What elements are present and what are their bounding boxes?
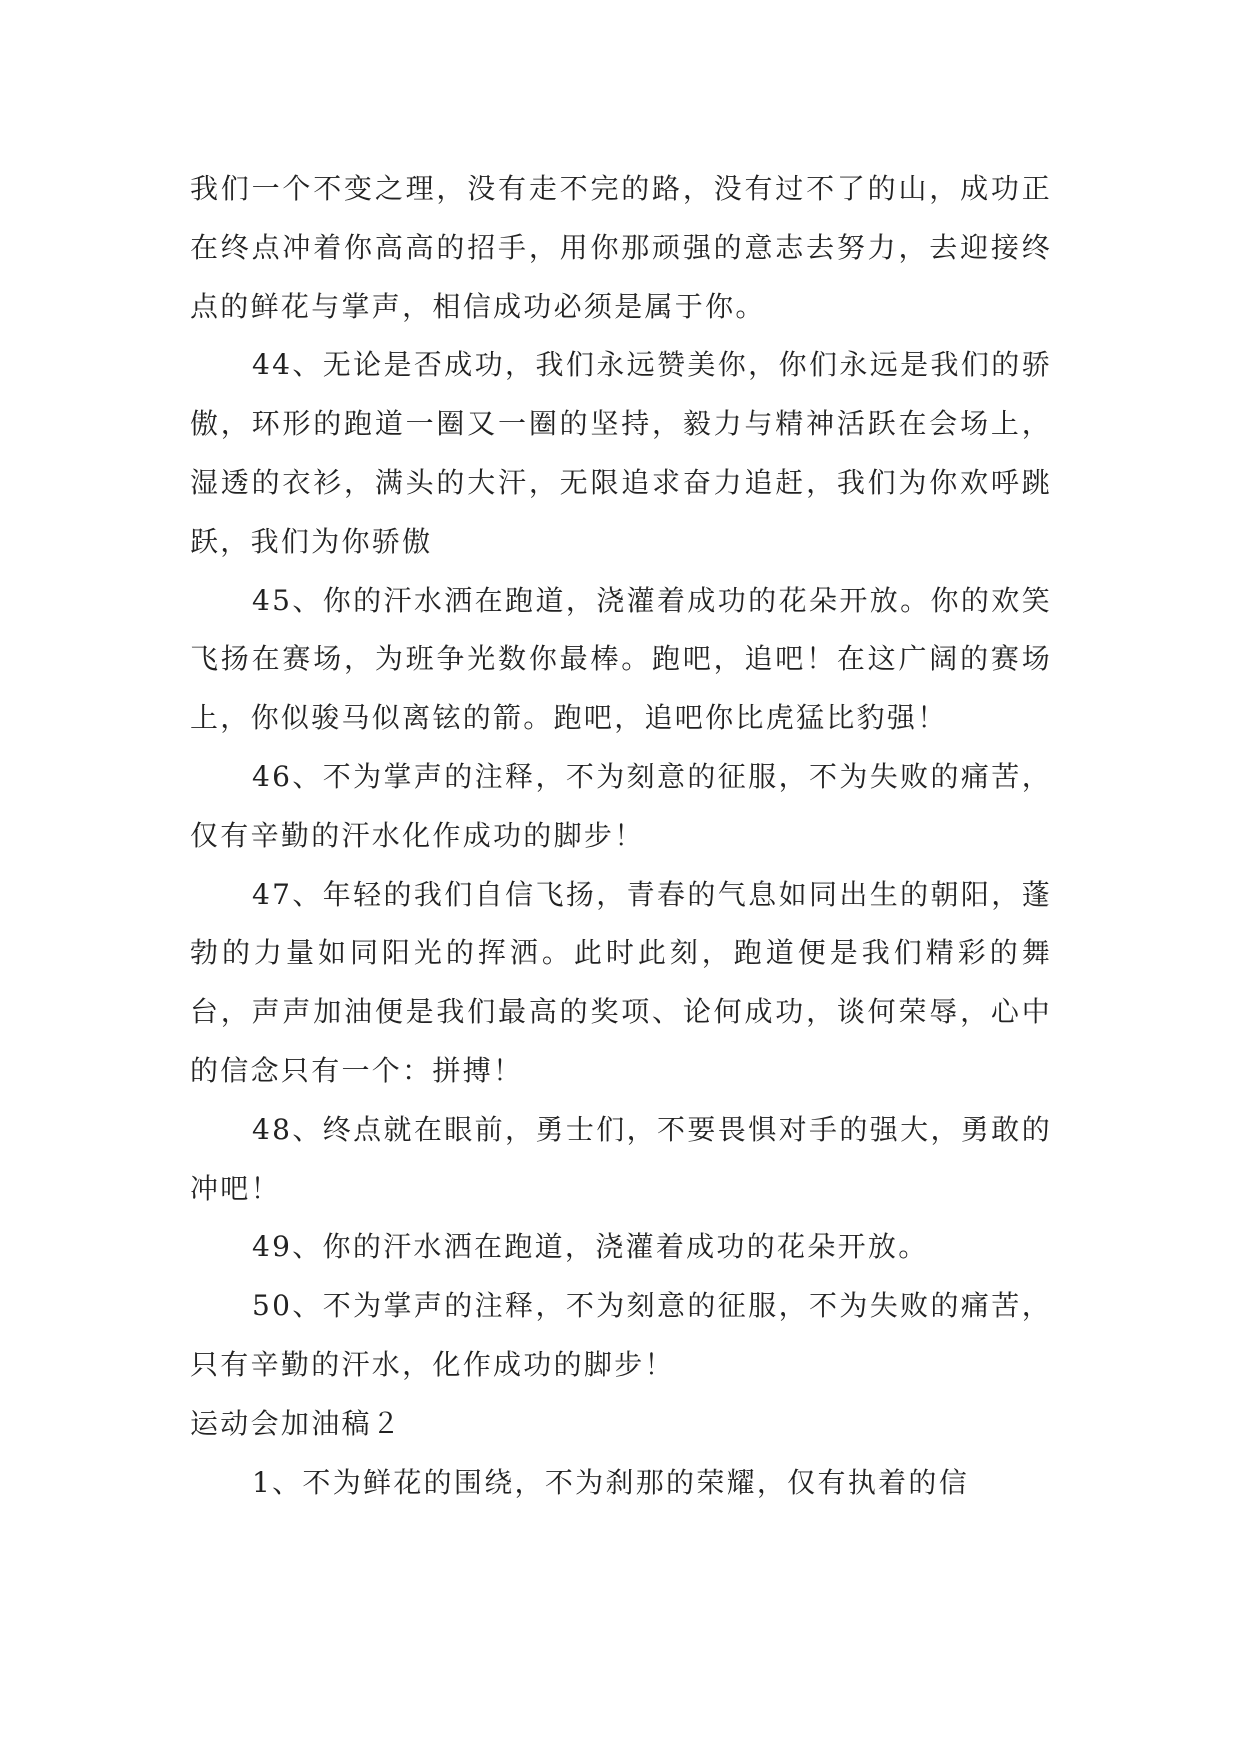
paragraph-46: 46、不为掌声的注释，不为刻意的征服，不为失败的痛苦，仅有辛勤的汗水化作成功的脚步！: [190, 759, 1052, 852]
paragraph-44: 44、无论是否成功，我们永远赞美你，你们永远是我们的骄傲，环形的跑道一圈又一圈的坚持，毅力与精神活跃在会场上，湿透的衣衫，满头的大汗，无限追求奋力追赶，我们为你欢呼跳跃，我们为你骄傲: [190, 348, 1052, 558]
paragraph-45: 45、你的汗水洒在跑道，浇灌着成功的花朵开放。你的欢笑飞扬在赛场，为班争光数你最棒。跑吧，追吧！在这广阔的赛场上，你似骏马似离铉的箭。跑吧，追吧你比虎猛比豹强！: [190, 583, 1052, 735]
paragraph-48: 48、终点就在眼前，勇士们，不要畏惧对手的强大，勇敢的冲吧！: [190, 1112, 1052, 1205]
section-heading: 运动会加油稿２: [190, 1406, 403, 1440]
paragraph-50: 50、不为掌声的注释，不为刻意的征服，不为失败的痛苦，只有辛勤的汗水，化作成功的脚步！: [190, 1289, 1052, 1381]
paragraph-1: 1、不为鲜花的围绕，不为刹那的荣耀，仅有执着的信: [252, 1465, 970, 1499]
paragraph-47: 47、年轻的我们自信飞扬，青春的气息如同出生的朝阳，蓬勃的力量如同阳光的挥洒。此时此刻，跑道便是我们精彩的舞台，声声加油便是我们最高的奖项、论何成功，谈何荣辱，心中的信念只有一个：拼搏！: [190, 877, 1052, 1087]
document-page: [190, 160, 1052, 1512]
paragraph-continuation: 我们一个不变之理，没有走不完的路，没有过不了的山，成功正在终点冲着你高高的招手，用你那顽强的意志去努力，去迎接终点的鲜花与掌声，相信成功必须是属于你。: [190, 172, 1052, 323]
paragraph-49: 49、你的汗水洒在跑道，浇灌着成功的花朵开放。: [252, 1230, 929, 1264]
